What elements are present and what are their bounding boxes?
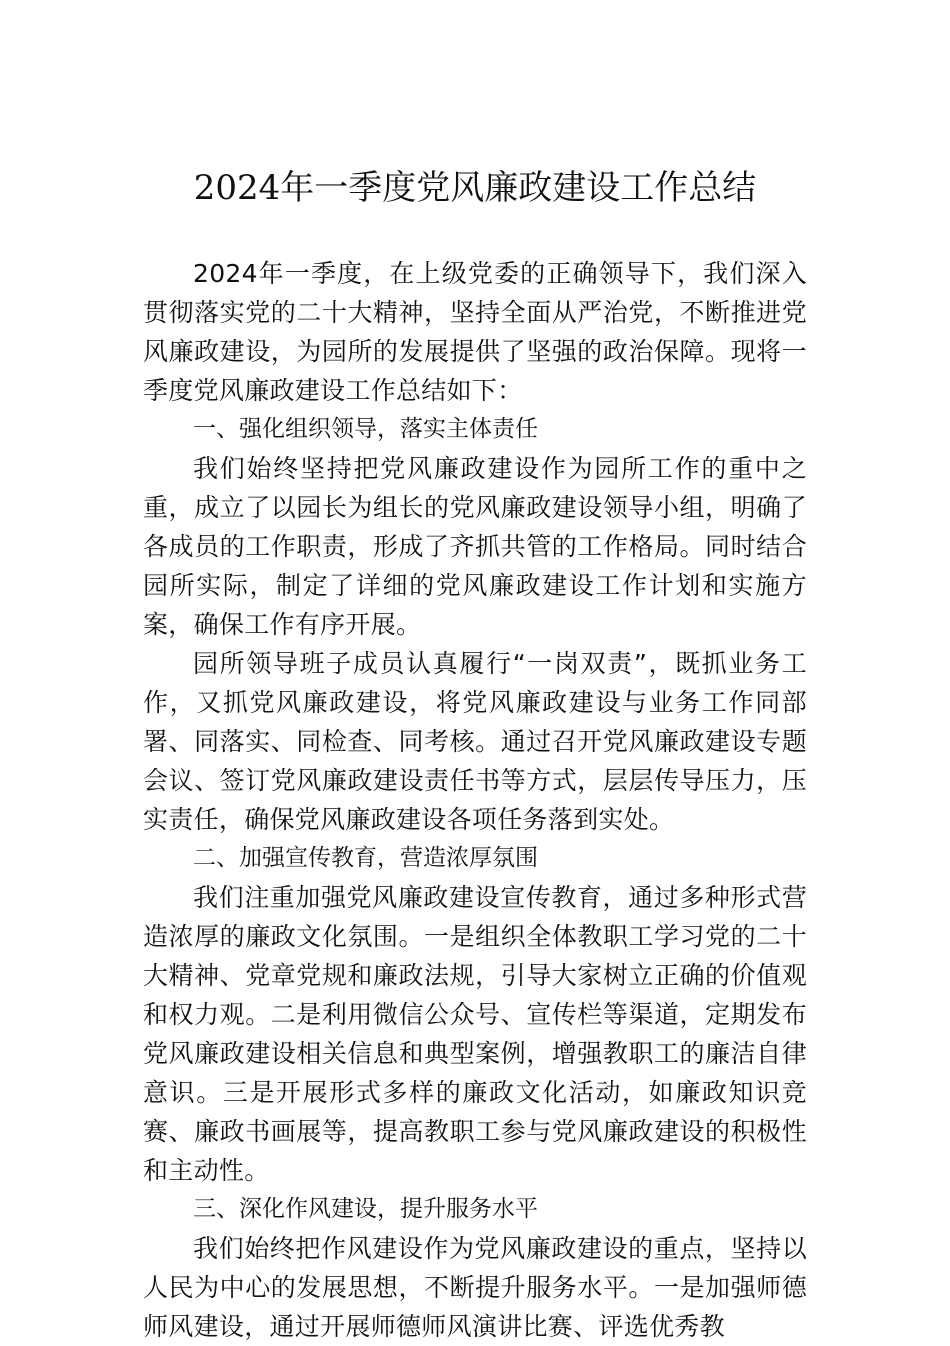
section-heading-2: 二、加强宣传教育，营造浓厚氛围 — [193, 845, 538, 871]
section-3-paragraph-1: 我们始终把作风建设作为党风廉政建设的重点，坚持以人民为中心的发展思想，不断提升服务水平。一是加强师德师风建设，通过开展师德师风演讲比赛、评选优秀教 — [143, 1234, 807, 1341]
intro-paragraph: 2024年一季度，在上级党委的正确领导下，我们深入贯彻落实党的二十大精神，坚持全面从严治党，不断推进党风廉政建设，为园所的发展提供了坚强的政治保障。现将一季度党风廉政建设工作总结如下： — [143, 259, 807, 405]
section-heading-3: 三、深化作风建设，提升服务水平 — [193, 1196, 538, 1222]
document-body — [143, 254, 807, 1346]
section-1-paragraph-2: 园所领导班子成员认真履行“一岗双责”，既抓业务工作，又抓党风廉政建设，将党风廉政建设与业务工作同部署、同落实、同检查、同考核。通过召开党风廉政建设专题会议、签订党风廉政建设责任书等方式，层层传导压力，压实责任，确保党风廉政建设各项任务落到实处。 — [143, 649, 807, 834]
section-2-paragraph-1: 我们注重加强党风廉政建设宣传教育，通过多种形式营造浓厚的廉政文化氛围。一是组织全体教职工学习党的二十大精神、党章党规和廉政法规，引导大家树立正确的价值观和权力观。二是利用微信公众号、宣传栏等渠道，定期发布党风廉政建设相关信息和典型案例，增强教职工的廉洁自律意识。三是开展形式多样的廉政文化活动，如廉政知识竞赛、廉政书画展等，提高教职工参与党风廉政建设的积极性和主动性。 — [143, 883, 807, 1185]
document-title: 2024年一季度党风廉政建设工作总结 — [193, 168, 757, 208]
section-1-paragraph-1: 我们始终坚持把党风廉政建设作为园所工作的重中之重，成立了以园长为组长的党风廉政建设领导小组，明确了各成员的工作职责，形成了齐抓共管的工作格局。同时结合园所实际，制定了详细的党风廉政建设工作计划和实施方案，确保工作有序开展。 — [143, 454, 807, 639]
section-heading-1: 一、强化组织领导，落实主体责任 — [193, 416, 538, 442]
